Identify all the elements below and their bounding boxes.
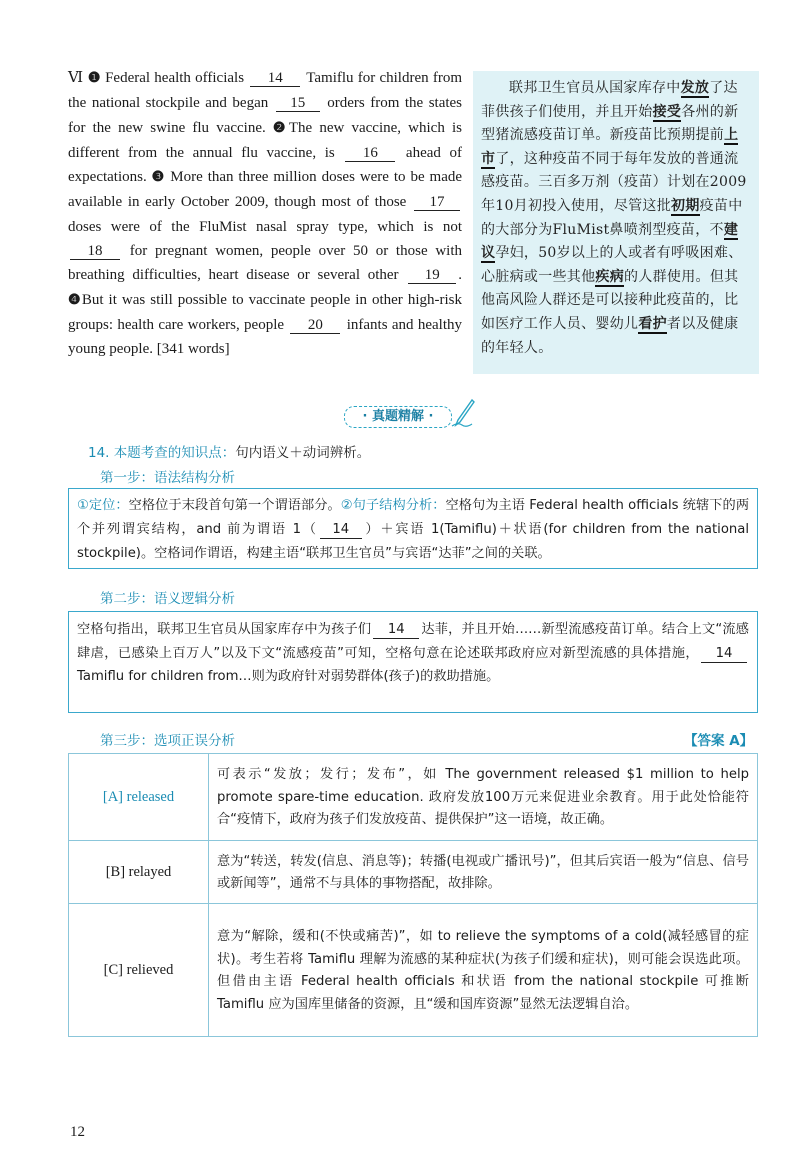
- translation-text: 各州的新型猪流感疫苗订单。新疫苗比预期提前: [481, 103, 739, 144]
- blank-14: 14: [250, 70, 300, 87]
- step2-text: Tamiflu for children from…则为政府针对弱势群体(孩子)的救助措施。: [77, 669, 500, 684]
- section-number: Ⅵ: [68, 70, 84, 86]
- keyword: 上市: [481, 127, 739, 167]
- blank-17: 17: [414, 194, 460, 211]
- passage-text: infants and healthy young people. [341 words]: [68, 316, 463, 358]
- pen-icon: [450, 398, 476, 428]
- table-row: [69, 904, 758, 1037]
- answer-badge: 【答案 A】: [684, 733, 754, 749]
- step2-title: 第二步：语义逻辑分析: [100, 591, 235, 607]
- step1-title: 第一步：语法结构分析: [100, 470, 235, 486]
- keyword: 初期: [671, 197, 700, 214]
- option-label: [B] relayed: [69, 841, 209, 904]
- question-number: 14. 本题考查的知识点：: [88, 445, 236, 461]
- translation-text: 了达菲供孩子们使用，并且开始: [481, 80, 738, 120]
- passage-text: ahead of expectations.: [68, 144, 462, 186]
- passage-text: doses were of the FluMist nasal spray type, which is not: [68, 218, 462, 235]
- passage-text: Tamiflu for children from the national stockpile and began: [68, 70, 463, 112]
- passage-text: Federal health officials: [105, 70, 245, 86]
- keyword: 疾病: [595, 268, 625, 285]
- blank-15: 15: [276, 95, 320, 112]
- passage-text: for pregnant women, people over 50 or those with breathing difficulties, heart disease or several other: [68, 243, 463, 284]
- keyword: 看护: [638, 315, 667, 332]
- step1-label-structure: ②句子结构分析：: [340, 498, 446, 513]
- blank-14: 14: [373, 622, 419, 639]
- sentence-marker-2: ❷: [272, 120, 289, 136]
- options-table: [68, 753, 758, 1037]
- passage: [68, 66, 462, 362]
- blank-14: 14: [701, 646, 747, 663]
- passage-text: More than three million doses were to be made available in early October 2009, though most of those: [68, 169, 463, 211]
- passage-text: .: [458, 267, 463, 284]
- translation-text: 了，这种疫苗不同于每年发放的普通流感疫苗。三百多万剂（疫苗）计划在2009年10月初投入使用，尽管这批: [481, 150, 747, 214]
- option-explanation: 意为“解除，缓和(不快或痛苦)”，如 to relieve the symptoms of a cold(减轻感冒的症状)。考生若将 Tamiflu 理解为流感的某种症状(为孩子们缓和症状)，则可能会误选此项。但借由主语 Federal health officials 和状语 from the national stockpile 可推断 Tamiflu 应为国库里储备的资源，且“缓和国库资源”显然无法逻辑自洽。: [209, 904, 758, 1037]
- sentence-marker-1: ❶: [87, 71, 101, 86]
- step2-text: 空格句指出，联邦卫生官员从国家库存中为孩子们: [77, 622, 372, 637]
- step1-text: 空格位于末段首句第一个谓语部分。: [128, 498, 341, 513]
- step2-box: [68, 611, 758, 713]
- option-explanation: 可表示“发放；发行；发布”，如 The government released $1 million to help promote spare-time education. 政府发放100万元来促进业余教育。用于此处恰能符合“疫情下，政府为孩子们发放疫苗、提供保护”这一语境，故正确。: [209, 754, 758, 841]
- option-label: [C] relieved: [69, 904, 209, 1037]
- option-label: [A] released: [69, 754, 209, 841]
- blank-16: 16: [345, 145, 395, 162]
- step1-label-locate: ①定位：: [77, 498, 129, 513]
- sentence-marker-3: ❸: [151, 170, 166, 186]
- translation-text: 者以及健康的年轻人。: [481, 315, 739, 356]
- passage-text: But it was still possible to vaccinate people in other high-risk groups: health care workers, people: [68, 291, 462, 333]
- passage-text: The new vaccine, which is different from the annual flu vaccine, is: [68, 119, 462, 161]
- blank-20: 20: [290, 317, 340, 334]
- translation-text: 联邦卫生官员从国家库存中: [509, 80, 681, 96]
- option-explanation: 意为“转送，转发(信息、消息等)；转播(电视或广播讯号)”，但其后宾语一般为“信息、信号或新闻等”，通常不与具体的事物搭配，故排除。: [209, 841, 758, 904]
- step1-box: [68, 488, 758, 569]
- passage-text: orders from the states for the new swine flu vaccine.: [68, 95, 463, 136]
- translation-text: 孕妇，50岁以上的人或者有呼吸困难、心脏病或一些其他: [481, 245, 743, 285]
- step3-title: 第三步：选项正误分析: [100, 733, 235, 749]
- question-topic: 句内语义＋动词辨析。: [235, 445, 371, 461]
- table-row: [69, 841, 758, 904]
- step1-text: 空格句为主语 Federal health officials 统辖下的两个并列谓宾结构，and 前为谓语 1（: [77, 498, 750, 537]
- blank-19: 19: [408, 267, 456, 284]
- translation-text: 疫苗中的大部分为FluMist鼻喷剂型疫苗，不: [481, 197, 743, 238]
- blank-14: 14: [320, 522, 362, 539]
- page-number: 12: [70, 1124, 85, 1140]
- step1-text: ）＋宾语 1(Tamiflu)＋状语(for children from the national stockpile)。空格词作谓语，构建主语“联邦卫生官员”与宾语“达菲”之间的关联。: [77, 522, 749, 561]
- question-title: [88, 441, 370, 461]
- banner-label: · 真题精解 ·: [344, 406, 452, 428]
- translation-text: 的人群使用。但其他高风险人群还是可以接种此疫苗的，比如医疗工作人员、婴幼儿: [481, 268, 739, 332]
- keyword: 发放: [680, 80, 710, 96]
- table-row: [69, 754, 758, 841]
- section-banner: [344, 404, 456, 430]
- step2-text: 达菲，并且开始……新型流感疫苗订单。结合上文“流感肆虐，已感染上百万人”以及下文“流感疫苗”可知，空格句意在论述联邦政府应对新型流感的具体措施，: [77, 622, 749, 661]
- blank-18: 18: [70, 243, 120, 260]
- translation-box: [473, 71, 759, 374]
- sentence-marker-4: ❹: [68, 292, 82, 308]
- keyword: 建议: [481, 221, 739, 262]
- keyword: 接受: [652, 103, 682, 120]
